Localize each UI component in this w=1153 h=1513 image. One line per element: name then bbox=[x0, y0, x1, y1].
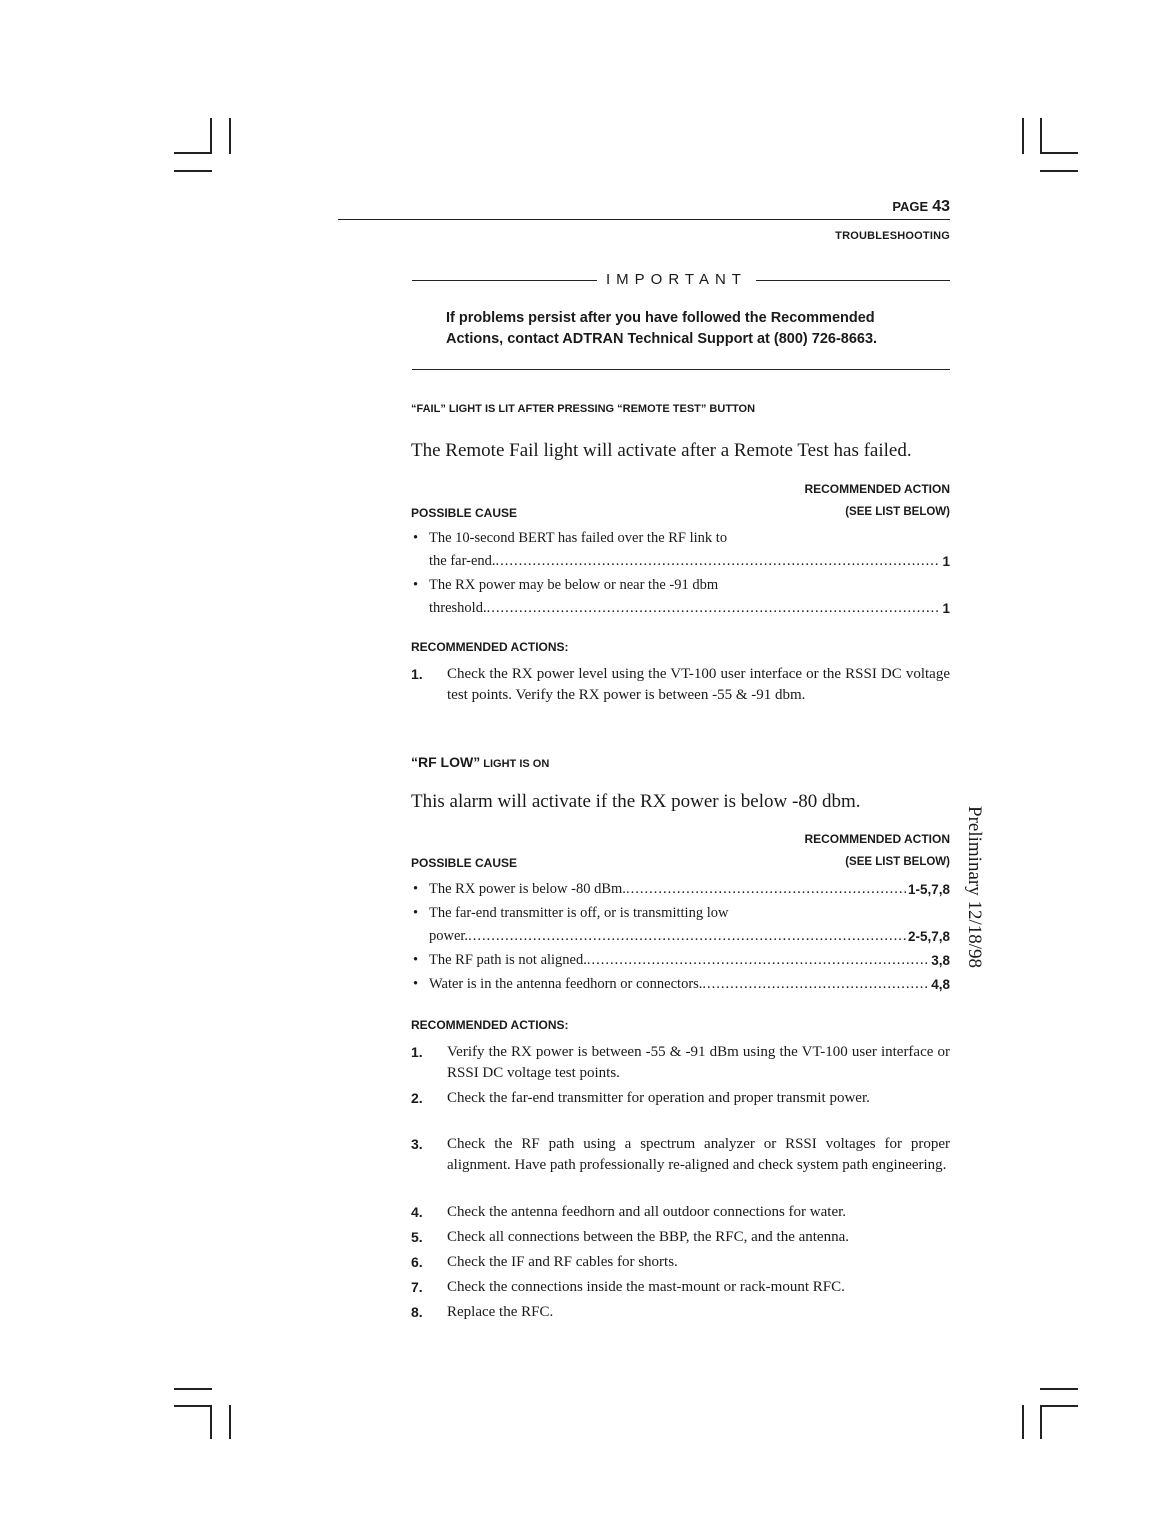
recommended-actions-heading: RECOMMENDED ACTIONS: bbox=[411, 1018, 569, 1032]
crop-mark bbox=[174, 170, 212, 172]
recommended-actions-heading: RECOMMENDED ACTIONS: bbox=[411, 640, 569, 654]
crop-mark bbox=[1040, 170, 1078, 172]
section-lead: This alarm will activate if the RX power is below -80 dbm. bbox=[411, 791, 861, 812]
action-item bbox=[411, 1202, 950, 1223]
cause-ref: 2-5,7,8 bbox=[907, 929, 950, 944]
action-item bbox=[411, 1227, 950, 1248]
cause-line2: threshold. bbox=[429, 600, 487, 616]
crop-mark bbox=[1040, 1405, 1042, 1439]
action-number: 1. bbox=[411, 1044, 423, 1060]
recommended-action-header: RECOMMENDED ACTION bbox=[804, 482, 950, 496]
page-label: PAGE bbox=[892, 199, 929, 214]
action-number: 7. bbox=[411, 1279, 423, 1295]
cause-line2: The RF path is not aligned. bbox=[429, 952, 587, 968]
crop-mark bbox=[1040, 1388, 1078, 1390]
action-number: 6. bbox=[411, 1254, 423, 1270]
crop-mark bbox=[1040, 152, 1078, 154]
cause-ref: 4,8 bbox=[931, 977, 950, 992]
cause-ref: 1-5,7,8 bbox=[907, 882, 950, 897]
action-text: Verify the RX power is between -55 & -91 dBm using the VT-100 user interface or RSSI DC voltage test points. bbox=[447, 1044, 950, 1081]
crop-mark bbox=[1022, 118, 1024, 154]
cause-item bbox=[411, 527, 950, 573]
action-item bbox=[411, 1277, 950, 1298]
action-number: 8. bbox=[411, 1304, 423, 1320]
important-rule-left bbox=[412, 280, 597, 281]
bullet: • bbox=[413, 881, 419, 897]
cause-line2: Water is in the antenna feedhorn or connectors. bbox=[429, 976, 703, 992]
important-title: IMPORTANT bbox=[606, 271, 747, 288]
action-number: 4. bbox=[411, 1204, 423, 1220]
bullet: • bbox=[413, 905, 419, 921]
page-number bbox=[892, 198, 950, 216]
possible-cause-header: POSSIBLE CAUSE bbox=[411, 856, 518, 870]
important-text: If problems persist after you have followed the Recommended Actions, contact ADTRAN Technical Support at (800) 726-8663. bbox=[446, 310, 878, 347]
cause-line1: The 10-second BERT has failed over the RF link to bbox=[429, 530, 728, 546]
possible-cause-header: POSSIBLE CAUSE bbox=[411, 506, 518, 520]
important-rule-right bbox=[756, 280, 950, 281]
crop-mark bbox=[1022, 1405, 1024, 1439]
crop-mark bbox=[229, 118, 231, 154]
cause-line1: The far-end transmitter is off, or is transmitting low bbox=[429, 905, 729, 921]
cause-ref: 1 bbox=[942, 554, 950, 569]
action-text: Check all connections between the BBP, the RFC, and the antenna. bbox=[447, 1229, 849, 1245]
bullet: • bbox=[413, 577, 419, 593]
cause-item bbox=[411, 902, 950, 948]
cause-ref: 3,8 bbox=[931, 953, 950, 968]
crop-mark bbox=[174, 152, 212, 154]
crop-mark bbox=[210, 1405, 212, 1439]
action-number: 3. bbox=[411, 1136, 423, 1152]
crop-mark bbox=[210, 118, 212, 154]
crop-mark bbox=[1040, 118, 1042, 154]
section-name: TROUBLESHOOTING bbox=[835, 230, 950, 242]
action-item bbox=[411, 1134, 950, 1176]
cause-item bbox=[411, 949, 950, 972]
action-item bbox=[411, 1252, 950, 1273]
crop-mark bbox=[174, 1405, 212, 1407]
cause-item bbox=[411, 878, 950, 901]
section-title bbox=[411, 403, 755, 415]
action-item bbox=[411, 1042, 950, 1084]
recommended-action-header: RECOMMENDED ACTION bbox=[804, 832, 950, 846]
action-text: Check the IF and RF cables for shorts. bbox=[447, 1254, 678, 1270]
action-number: 5. bbox=[411, 1229, 423, 1245]
cause-line2: The RX power is below -80 dBm. bbox=[429, 881, 626, 897]
see-list-header: (SEE LIST BELOW) bbox=[845, 506, 950, 518]
bullet: • bbox=[413, 976, 419, 992]
bullet: • bbox=[413, 530, 419, 546]
action-item bbox=[411, 1088, 950, 1109]
crop-mark bbox=[1040, 1405, 1078, 1407]
header-rule bbox=[338, 219, 950, 220]
action-number: 2. bbox=[411, 1090, 423, 1106]
cause-ref: 1 bbox=[942, 601, 950, 616]
section-lead: The Remote Fail light will activate after a Remote Test has failed. bbox=[411, 440, 912, 461]
action-text: Check the antenna feedhorn and all outdoor connections for water. bbox=[447, 1204, 847, 1220]
crop-mark bbox=[174, 1388, 212, 1390]
cause-line1: The RX power may be below or near the -91 dbm bbox=[429, 577, 719, 593]
action-text: Check the RF path using a spectrum analyzer or RSSI voltages for proper alignment. Have path professionally re-aligned and check system path engineering. bbox=[447, 1136, 950, 1173]
section-title bbox=[411, 754, 549, 770]
action-item bbox=[411, 1302, 950, 1323]
crop-mark bbox=[229, 1405, 231, 1439]
action-text: Check the far-end transmitter for operation and proper transmit power. bbox=[447, 1090, 870, 1106]
bullet: • bbox=[413, 952, 419, 968]
action-text: Replace the RFC. bbox=[447, 1304, 554, 1320]
cause-item bbox=[411, 574, 950, 620]
important-rule-bottom bbox=[412, 369, 950, 370]
see-list-header: (SEE LIST BELOW) bbox=[845, 856, 950, 868]
cause-line2: power. bbox=[429, 928, 469, 944]
action-text: Check the RX power level using the VT-100 user interface or the RSSI DC voltage test points. Verify the RX power is between -55 & -91 dbm. bbox=[447, 666, 950, 703]
cause-item bbox=[411, 973, 950, 996]
section-title-suffix: LIGHT IS ON bbox=[480, 758, 550, 770]
action-text: Check the connections inside the mast-mount or rack-mount RFC. bbox=[447, 1279, 845, 1295]
action-number: 1. bbox=[411, 666, 423, 682]
section-title-text: “FAIL” LIGHT IS LIT AFTER PRESSING “REMOTE TEST” BUTTON bbox=[411, 403, 756, 415]
section-title-text: “RF LOW” bbox=[411, 754, 481, 770]
action-item bbox=[411, 664, 950, 706]
cause-line2: the far-end. bbox=[429, 553, 496, 569]
preliminary-date-note: Preliminary 12/18/98 bbox=[964, 806, 985, 969]
page-number-value: 43 bbox=[932, 198, 950, 215]
